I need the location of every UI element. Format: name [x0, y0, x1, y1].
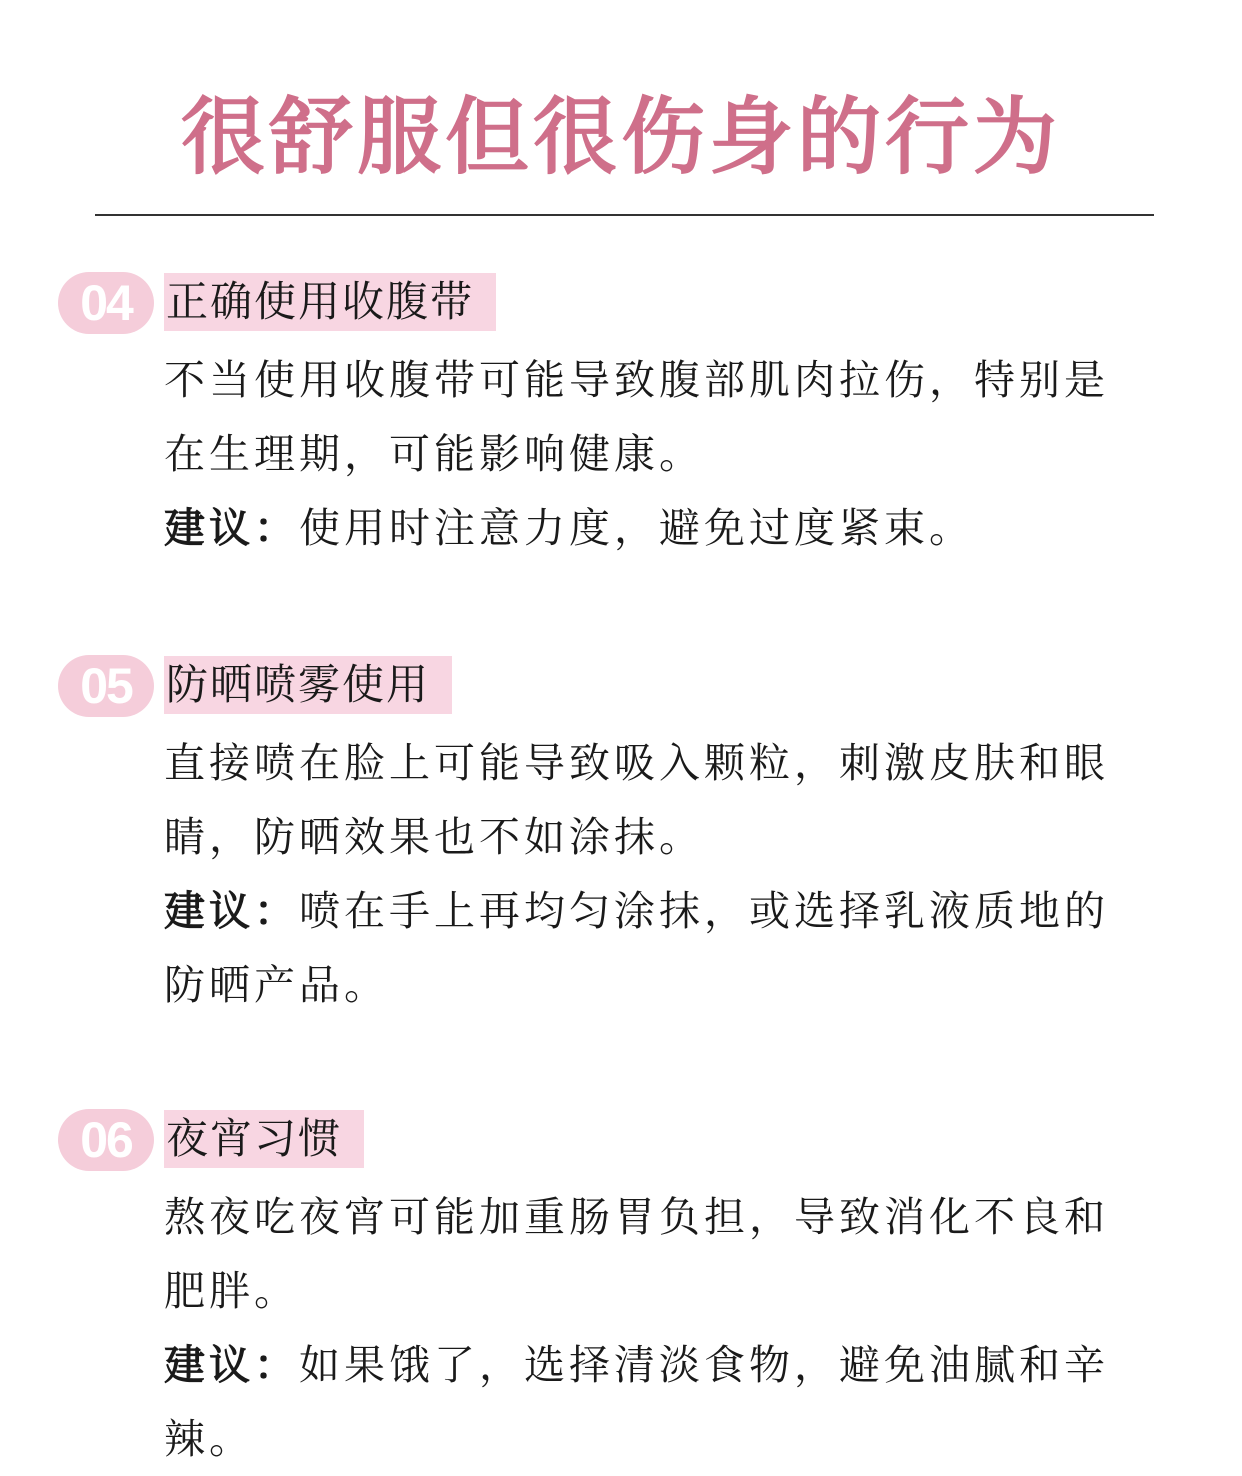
section-body	[164, 726, 1124, 1022]
advice-text: 喷在手上再均匀涂抹，或选择乳液质地的防晒产品。	[164, 887, 1109, 1009]
section-number-badge: 06	[58, 1109, 154, 1171]
section-number-badge: 05	[58, 655, 154, 717]
section-heading: 防晒喷雾使用	[164, 656, 452, 714]
section-body	[164, 343, 1124, 565]
advice-line	[164, 491, 1124, 565]
section-number-badge: 04	[58, 272, 154, 334]
section-heading: 正确使用收腹带	[164, 273, 496, 331]
advice-line	[164, 874, 1124, 1022]
title-divider	[95, 214, 1154, 216]
section-description: 熬夜吃夜宵可能加重肠胃负担，导致消化不良和肥胖。	[164, 1193, 1109, 1315]
section-heading: 夜宵习惯	[164, 1110, 364, 1168]
advice-label: 建议：	[164, 1341, 299, 1389]
advice-label: 建议：	[164, 504, 299, 552]
advice-label: 建议：	[164, 887, 299, 935]
advice-line	[164, 1328, 1124, 1476]
section-description: 直接喷在脸上可能导致吸入颗粒，刺激皮肤和眼睛，防晒效果也不如涂抹。	[164, 739, 1109, 861]
section-body	[164, 1180, 1124, 1476]
page-title: 很舒服但很伤身的行为	[180, 88, 1061, 186]
advice-text: 使用时注意力度，避免过度紧束。	[299, 504, 974, 552]
section-description: 不当使用收腹带可能导致腹部肌肉拉伤，特别是在生理期，可能影响健康。	[164, 356, 1109, 478]
advice-text: 如果饿了，选择清淡食物，避免油腻和辛辣。	[164, 1341, 1109, 1463]
